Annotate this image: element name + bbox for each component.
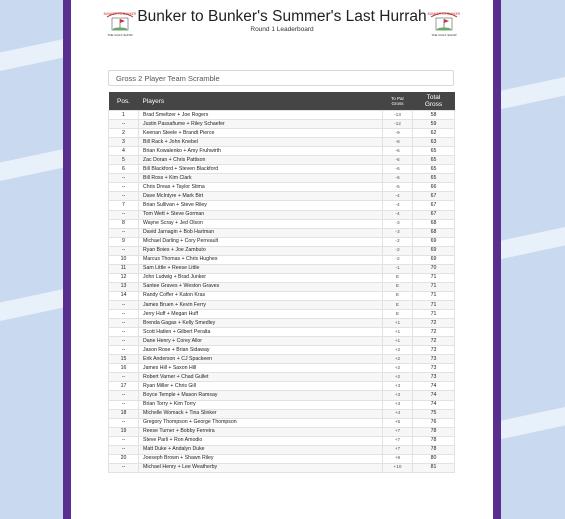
cell-players: Justin Passafiume + Riley Schaefer <box>139 120 383 129</box>
table-row <box>109 201 455 210</box>
cell-players: Matt Duke + Andalyn Duke <box>139 445 383 454</box>
cell-pos: 19 <box>109 427 139 436</box>
cell-players: James Hill + Saxon Hill <box>139 364 383 373</box>
cell-to-par: +10 <box>383 463 413 472</box>
cell-pos: -- <box>109 174 139 183</box>
table-row <box>109 373 455 382</box>
cell-pos: 16 <box>109 364 139 373</box>
bunker-logo-icon <box>427 8 461 42</box>
cell-to-par: +2 <box>383 355 413 364</box>
cell-to-par: +7 <box>383 445 413 454</box>
cell-players: Brenda Gagas + Kelly Smedley <box>139 319 383 328</box>
cell-pos: -- <box>109 310 139 319</box>
cell-to-par: -6 <box>383 147 413 156</box>
cell-total: 66 <box>413 183 455 192</box>
cell-pos: -- <box>109 183 139 192</box>
cell-players: Bill Ross + Kim Clark <box>139 174 383 183</box>
table-row <box>109 300 455 309</box>
cell-to-par: +3 <box>383 391 413 400</box>
cell-total: 74 <box>413 391 455 400</box>
cell-players: Zac Doran + Chris Pattison <box>139 156 383 165</box>
table-row <box>109 346 455 355</box>
cell-total: 71 <box>413 310 455 319</box>
cell-total: 76 <box>413 418 455 427</box>
cell-to-par: +9 <box>383 454 413 463</box>
column-header-pos: Pos. <box>109 92 139 111</box>
cell-total: 67 <box>413 210 455 219</box>
cell-total: 72 <box>413 337 455 346</box>
cell-total: 68 <box>413 219 455 228</box>
cell-total: 58 <box>413 111 455 120</box>
cell-total: 59 <box>413 120 455 129</box>
table-row <box>109 445 455 454</box>
cell-pos: -- <box>109 418 139 427</box>
cell-pos: 11 <box>109 264 139 273</box>
cell-players: Joeseph Brown + Shawn Riley <box>139 454 383 463</box>
cell-players: James Bruen + Kevin Ferry <box>139 300 383 309</box>
table-row <box>109 463 455 472</box>
cell-total: 69 <box>413 246 455 255</box>
table-row <box>109 129 455 138</box>
cell-pos: -- <box>109 228 139 237</box>
cell-players: Brian Kowalenko + Amy Fruhwirth <box>139 147 383 156</box>
cell-to-par: E <box>383 282 413 291</box>
cell-players: Dave McIntyre + Mark Birt <box>139 192 383 201</box>
cell-to-par: -2 <box>383 237 413 246</box>
cell-to-par: -4 <box>383 201 413 210</box>
cell-players: David Jarnagin + Bob Hartman <box>139 228 383 237</box>
cell-total: 71 <box>413 273 455 282</box>
cell-to-par: -13 <box>383 111 413 120</box>
cell-players: Keenan Steele + Brandt Pierce <box>139 129 383 138</box>
cell-to-par: +4 <box>383 409 413 418</box>
cell-total: 78 <box>413 427 455 436</box>
cell-total: 65 <box>413 174 455 183</box>
cell-to-par: -6 <box>383 165 413 174</box>
cell-pos: 17 <box>109 382 139 391</box>
cell-pos: 20 <box>109 454 139 463</box>
table-row <box>109 391 455 400</box>
cell-players: Bill Rack + John Knebel <box>139 138 383 147</box>
cell-pos: 15 <box>109 355 139 364</box>
cell-pos: 5 <box>109 156 139 165</box>
cell-total: 68 <box>413 228 455 237</box>
table-row <box>109 183 455 192</box>
cell-to-par: -6 <box>383 156 413 165</box>
cell-total: 65 <box>413 165 455 174</box>
cell-players: Gregory Thompson + George Thompson <box>139 418 383 427</box>
table-row <box>109 273 455 282</box>
cell-to-par: E <box>383 300 413 309</box>
cell-total: 72 <box>413 319 455 328</box>
cell-pos: -- <box>109 328 139 337</box>
cell-total: 81 <box>413 463 455 472</box>
cell-to-par: +1 <box>383 319 413 328</box>
cell-to-par: -6 <box>383 174 413 183</box>
cell-total: 69 <box>413 255 455 264</box>
cell-players: Brad Smeltzer + Joe Rogers <box>139 111 383 120</box>
cell-total: 63 <box>413 138 455 147</box>
cell-players: Michelle Womack + Tina Slinker <box>139 409 383 418</box>
table-row <box>109 120 455 129</box>
svg-text:THE GOLF SHOW: THE GOLF SHOW <box>107 33 133 37</box>
cell-to-par: +5 <box>383 418 413 427</box>
cell-pos: -- <box>109 391 139 400</box>
cell-to-par: +1 <box>383 328 413 337</box>
cell-total: 73 <box>413 364 455 373</box>
cell-total: 67 <box>413 201 455 210</box>
table-header-row <box>109 92 455 111</box>
table-row <box>109 255 455 264</box>
cell-to-par: -1 <box>383 264 413 273</box>
cell-to-par: -3 <box>383 228 413 237</box>
cell-to-par: +2 <box>383 364 413 373</box>
table-row <box>109 228 455 237</box>
cell-players: Michael Henry + Lee Weatherby <box>139 463 383 472</box>
cell-to-par: +2 <box>383 373 413 382</box>
table-row <box>109 400 455 409</box>
cell-players: Brian Sullivan + Steve Riley <box>139 201 383 210</box>
cell-to-par: -2 <box>383 255 413 264</box>
cell-pos: 10 <box>109 255 139 264</box>
cell-total: 80 <box>413 454 455 463</box>
cell-total: 65 <box>413 147 455 156</box>
table-row <box>109 237 455 246</box>
table-row <box>109 291 455 300</box>
cell-total: 69 <box>413 237 455 246</box>
section-title: Gross 2 Player Team Scramble <box>108 70 454 86</box>
cell-total: 62 <box>413 129 455 138</box>
cell-players: Ryan Miller + Chris Gill <box>139 382 383 391</box>
cell-players: Steve Parli + Ron Amodio <box>139 436 383 445</box>
cell-total: 71 <box>413 300 455 309</box>
cell-to-par: +7 <box>383 427 413 436</box>
cell-players: Ryan Boies + Joe Zambuto <box>139 246 383 255</box>
cell-pos: 4 <box>109 147 139 156</box>
svg-text:BUNKER TO BUNKER: BUNKER TO BUNKER <box>427 12 461 16</box>
cell-players: Erik Anderson + CJ Spackeen <box>139 355 383 364</box>
cell-total: 73 <box>413 355 455 364</box>
cell-pos: -- <box>109 463 139 472</box>
cell-players: John Ludwig + Brad Junker <box>139 273 383 282</box>
cell-players: Scott Hatlen + Gilbert Peralta <box>139 328 383 337</box>
cell-to-par: -12 <box>383 120 413 129</box>
table-row <box>109 282 455 291</box>
cell-pos: 2 <box>109 129 139 138</box>
cell-players: Randy Coffer + Katon Kras <box>139 291 383 300</box>
cell-pos: 9 <box>109 237 139 246</box>
table-row <box>109 337 455 346</box>
cell-to-par: -2 <box>383 246 413 255</box>
cell-pos: 1 <box>109 111 139 120</box>
table-row <box>109 427 455 436</box>
cell-pos: 7 <box>109 201 139 210</box>
cell-players: Boyce Temple + Mason Ramsay <box>139 391 383 400</box>
cell-total: 74 <box>413 400 455 409</box>
cell-pos: -- <box>109 192 139 201</box>
table-row <box>109 418 455 427</box>
cell-players: Robert Varner + Chad Gullet <box>139 373 383 382</box>
cell-pos: 6 <box>109 165 139 174</box>
table-row <box>109 319 455 328</box>
cell-total: 71 <box>413 282 455 291</box>
column-header-to-par: To Par Gross <box>383 92 413 111</box>
cell-to-par: E <box>383 310 413 319</box>
table-row <box>109 192 455 201</box>
cell-total: 78 <box>413 445 455 454</box>
cell-to-par: +3 <box>383 400 413 409</box>
table-row <box>109 264 455 273</box>
cell-players: Jason Rose + Brian Sidaway <box>139 346 383 355</box>
cell-pos: -- <box>109 400 139 409</box>
cell-total: 67 <box>413 192 455 201</box>
cell-pos: -- <box>109 445 139 454</box>
column-header-total: Total Gross <box>413 92 455 111</box>
cell-pos: -- <box>109 246 139 255</box>
cell-players: Brian Torry + Kim Torry <box>139 400 383 409</box>
cell-to-par: E <box>383 273 413 282</box>
table-row <box>109 310 455 319</box>
cell-pos: -- <box>109 319 139 328</box>
column-header-players: Players <box>139 92 383 111</box>
leaderboard-page <box>71 0 493 519</box>
cell-to-par: +3 <box>383 382 413 391</box>
cell-to-par: -4 <box>383 192 413 201</box>
table-row <box>109 111 455 120</box>
cell-pos: 18 <box>109 409 139 418</box>
page-subtitle: Round 1 Leaderboard <box>250 26 314 33</box>
cell-total: 73 <box>413 346 455 355</box>
cell-pos: -- <box>109 120 139 129</box>
table-row <box>109 436 455 445</box>
cell-players: Tom Wett + Steve Gorman <box>139 210 383 219</box>
svg-text:BUNKER TO BUNKER: BUNKER TO BUNKER <box>103 12 137 16</box>
cell-total: 65 <box>413 156 455 165</box>
table-row <box>109 454 455 463</box>
table-row <box>109 174 455 183</box>
table-row <box>109 409 455 418</box>
table-row <box>109 147 455 156</box>
cell-total: 70 <box>413 264 455 273</box>
cell-to-par: -3 <box>383 219 413 228</box>
cell-total: 74 <box>413 382 455 391</box>
table-row <box>109 138 455 147</box>
cell-players: Santee Graves + Weston Graves <box>139 282 383 291</box>
page-title: Bunker to Bunker's Summer's Last Hurrah <box>137 8 427 25</box>
cell-players: Bill Blackford + Steven Blackford <box>139 165 383 174</box>
cell-pos: 12 <box>109 273 139 282</box>
cell-to-par: -8 <box>383 138 413 147</box>
table-row <box>109 156 455 165</box>
cell-to-par: +2 <box>383 346 413 355</box>
table-row <box>109 364 455 373</box>
table-row <box>109 210 455 219</box>
cell-pos: -- <box>109 300 139 309</box>
cell-to-par: -5 <box>383 183 413 192</box>
table-row <box>109 328 455 337</box>
cell-players: Jerry Huff + Megan Huff <box>139 310 383 319</box>
cell-pos: -- <box>109 210 139 219</box>
cell-players: Michael Darling + Cory Perreault <box>139 237 383 246</box>
cell-to-par: +7 <box>383 436 413 445</box>
table-row <box>109 219 455 228</box>
table-row <box>109 246 455 255</box>
cell-total: 72 <box>413 328 455 337</box>
cell-to-par: -9 <box>383 129 413 138</box>
cell-total: 71 <box>413 291 455 300</box>
cell-total: 78 <box>413 436 455 445</box>
table-row <box>109 165 455 174</box>
cell-pos: 13 <box>109 282 139 291</box>
cell-to-par: +1 <box>383 337 413 346</box>
cell-players: Marcus Thomas + Chris Hughes <box>139 255 383 264</box>
cell-players: Reese Turner + Bobby Ferreira <box>139 427 383 436</box>
cell-pos: 3 <box>109 138 139 147</box>
cell-to-par: -4 <box>383 210 413 219</box>
table-row <box>109 355 455 364</box>
cell-total: 73 <box>413 373 455 382</box>
cell-players: Dane Henry + Corey Allor <box>139 337 383 346</box>
cell-to-par: E <box>383 291 413 300</box>
table-row <box>109 382 455 391</box>
cell-players: Wayne Scray + Jed Olson <box>139 219 383 228</box>
leaderboard-table <box>108 92 455 473</box>
cell-pos: -- <box>109 346 139 355</box>
cell-pos: -- <box>109 373 139 382</box>
cell-pos: -- <box>109 436 139 445</box>
cell-total: 75 <box>413 409 455 418</box>
svg-text:THE GOLF SHOW: THE GOLF SHOW <box>431 33 457 37</box>
cell-pos: 14 <box>109 291 139 300</box>
cell-players: Sam Little + Reese Little <box>139 264 383 273</box>
cell-players: Chris Dreas + Taylor Stima <box>139 183 383 192</box>
cell-pos: -- <box>109 337 139 346</box>
cell-pos: 8 <box>109 219 139 228</box>
